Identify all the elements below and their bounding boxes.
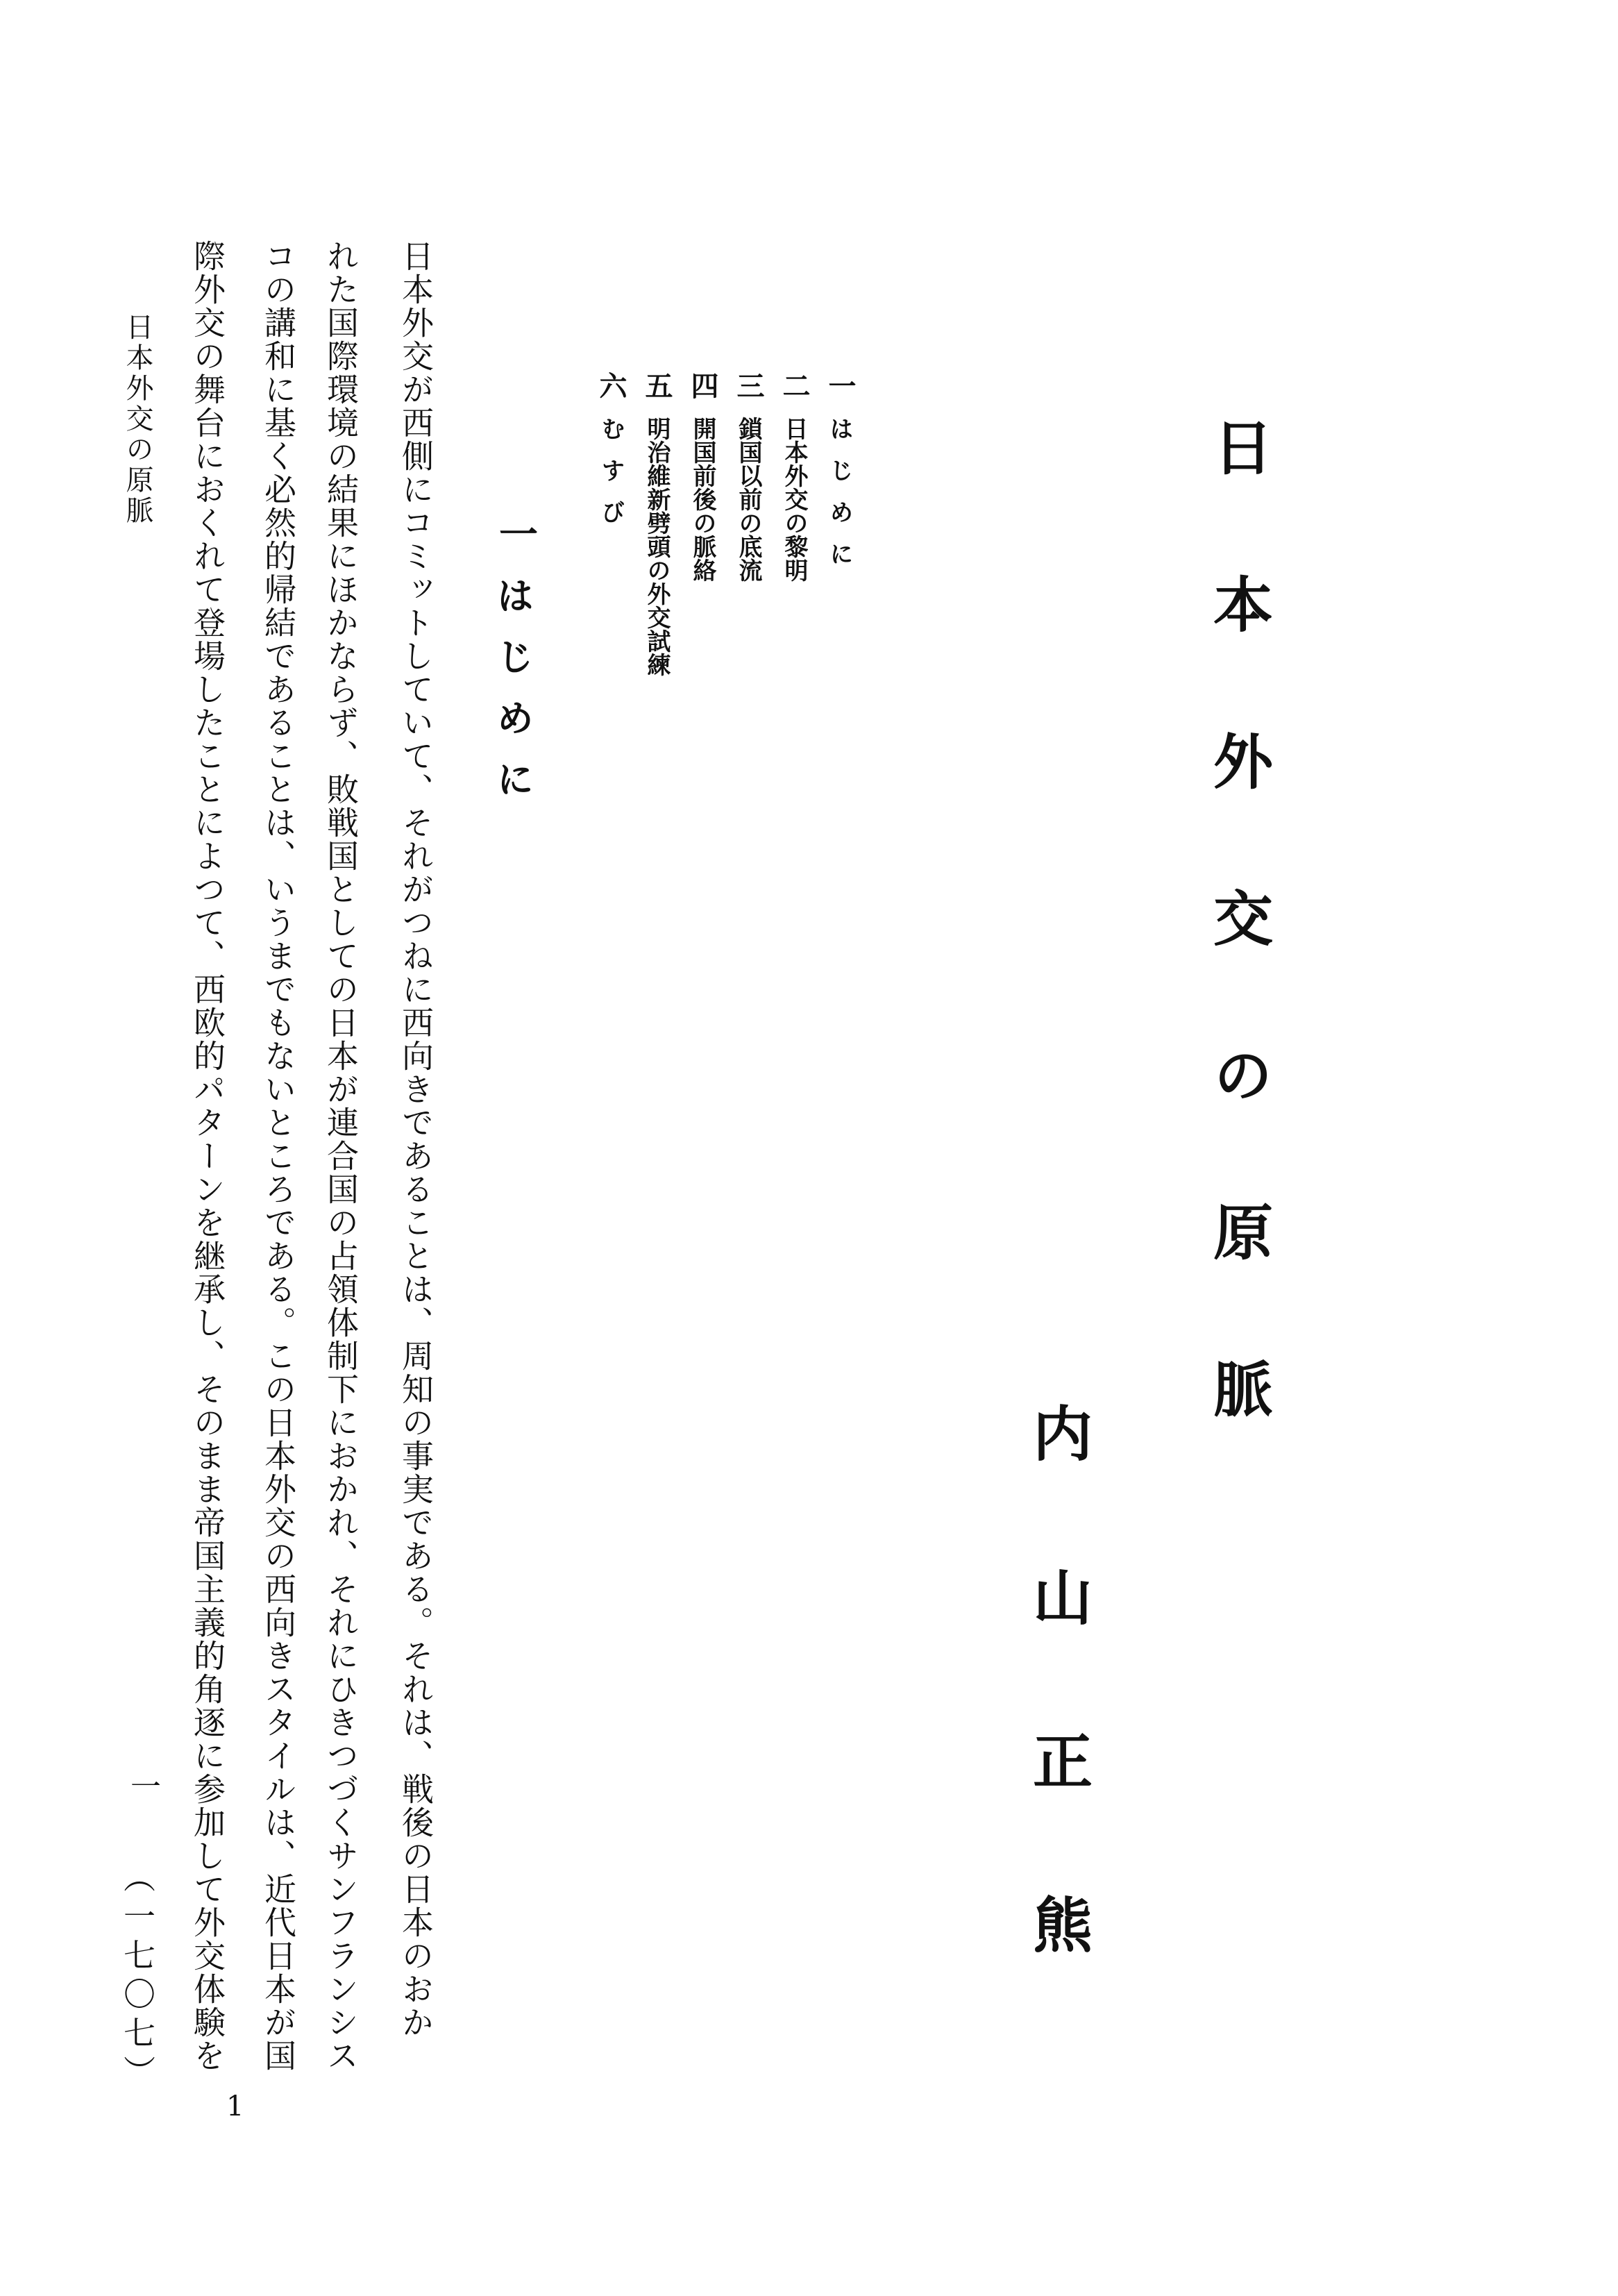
body-line: コの講和に基く必然的帰結であることは、いうまでもないところである。この日本外交の西向きスタイルは、近代日本が国 bbox=[260, 240, 297, 2072]
toc-item-label: 鎖国以前の底流 bbox=[734, 417, 762, 582]
toc-item-num: 一 bbox=[824, 371, 857, 399]
author-name: 内山正熊 bbox=[1022, 1402, 1093, 2058]
page-number-continuous: （一七〇七） bbox=[119, 1861, 156, 2094]
running-head: 日本外交の原脈 bbox=[121, 312, 153, 526]
body-line: 日本外交が西側にコミットしていて、それがつねに西向きであることは、周知の事実である。それは、戦後の日本のおか bbox=[397, 240, 435, 2039]
toc-item-label: はじめに bbox=[825, 417, 853, 583]
body-line: れた国際環境の結果にほかならず、敗戦国としての日本が連合国の占領体制下におかれ、それにひきつづくサンフランシス bbox=[322, 240, 360, 2072]
footer-page-number: 1 bbox=[226, 2090, 244, 2122]
page-number-kanji: 一 bbox=[125, 1770, 160, 1801]
toc-item-num: 四 bbox=[686, 371, 719, 399]
toc-item-num: 五 bbox=[641, 371, 673, 399]
toc-item-label: 日本外交の黎明 bbox=[780, 417, 808, 582]
section-title: はじめに bbox=[491, 576, 535, 821]
article-title: 日本外交の原脈 bbox=[1203, 417, 1273, 1515]
toc-item-num: 三 bbox=[732, 371, 765, 399]
toc-item-label: むすび bbox=[597, 417, 625, 542]
toc-item-num: 二 bbox=[778, 371, 811, 399]
toc-item-label: 開国前後の脈絡 bbox=[689, 417, 716, 582]
toc-item-num: 六 bbox=[595, 371, 627, 399]
section-number: 一 bbox=[493, 514, 539, 553]
body-line: 際外交の舞台におくれて登場したことによつて、西欧的パターンを継承し、そのまま帝国主義的角逐に参加して外交体験を bbox=[189, 240, 226, 2072]
toc-item-label: 明治維新劈頭の外交試練 bbox=[643, 417, 671, 676]
